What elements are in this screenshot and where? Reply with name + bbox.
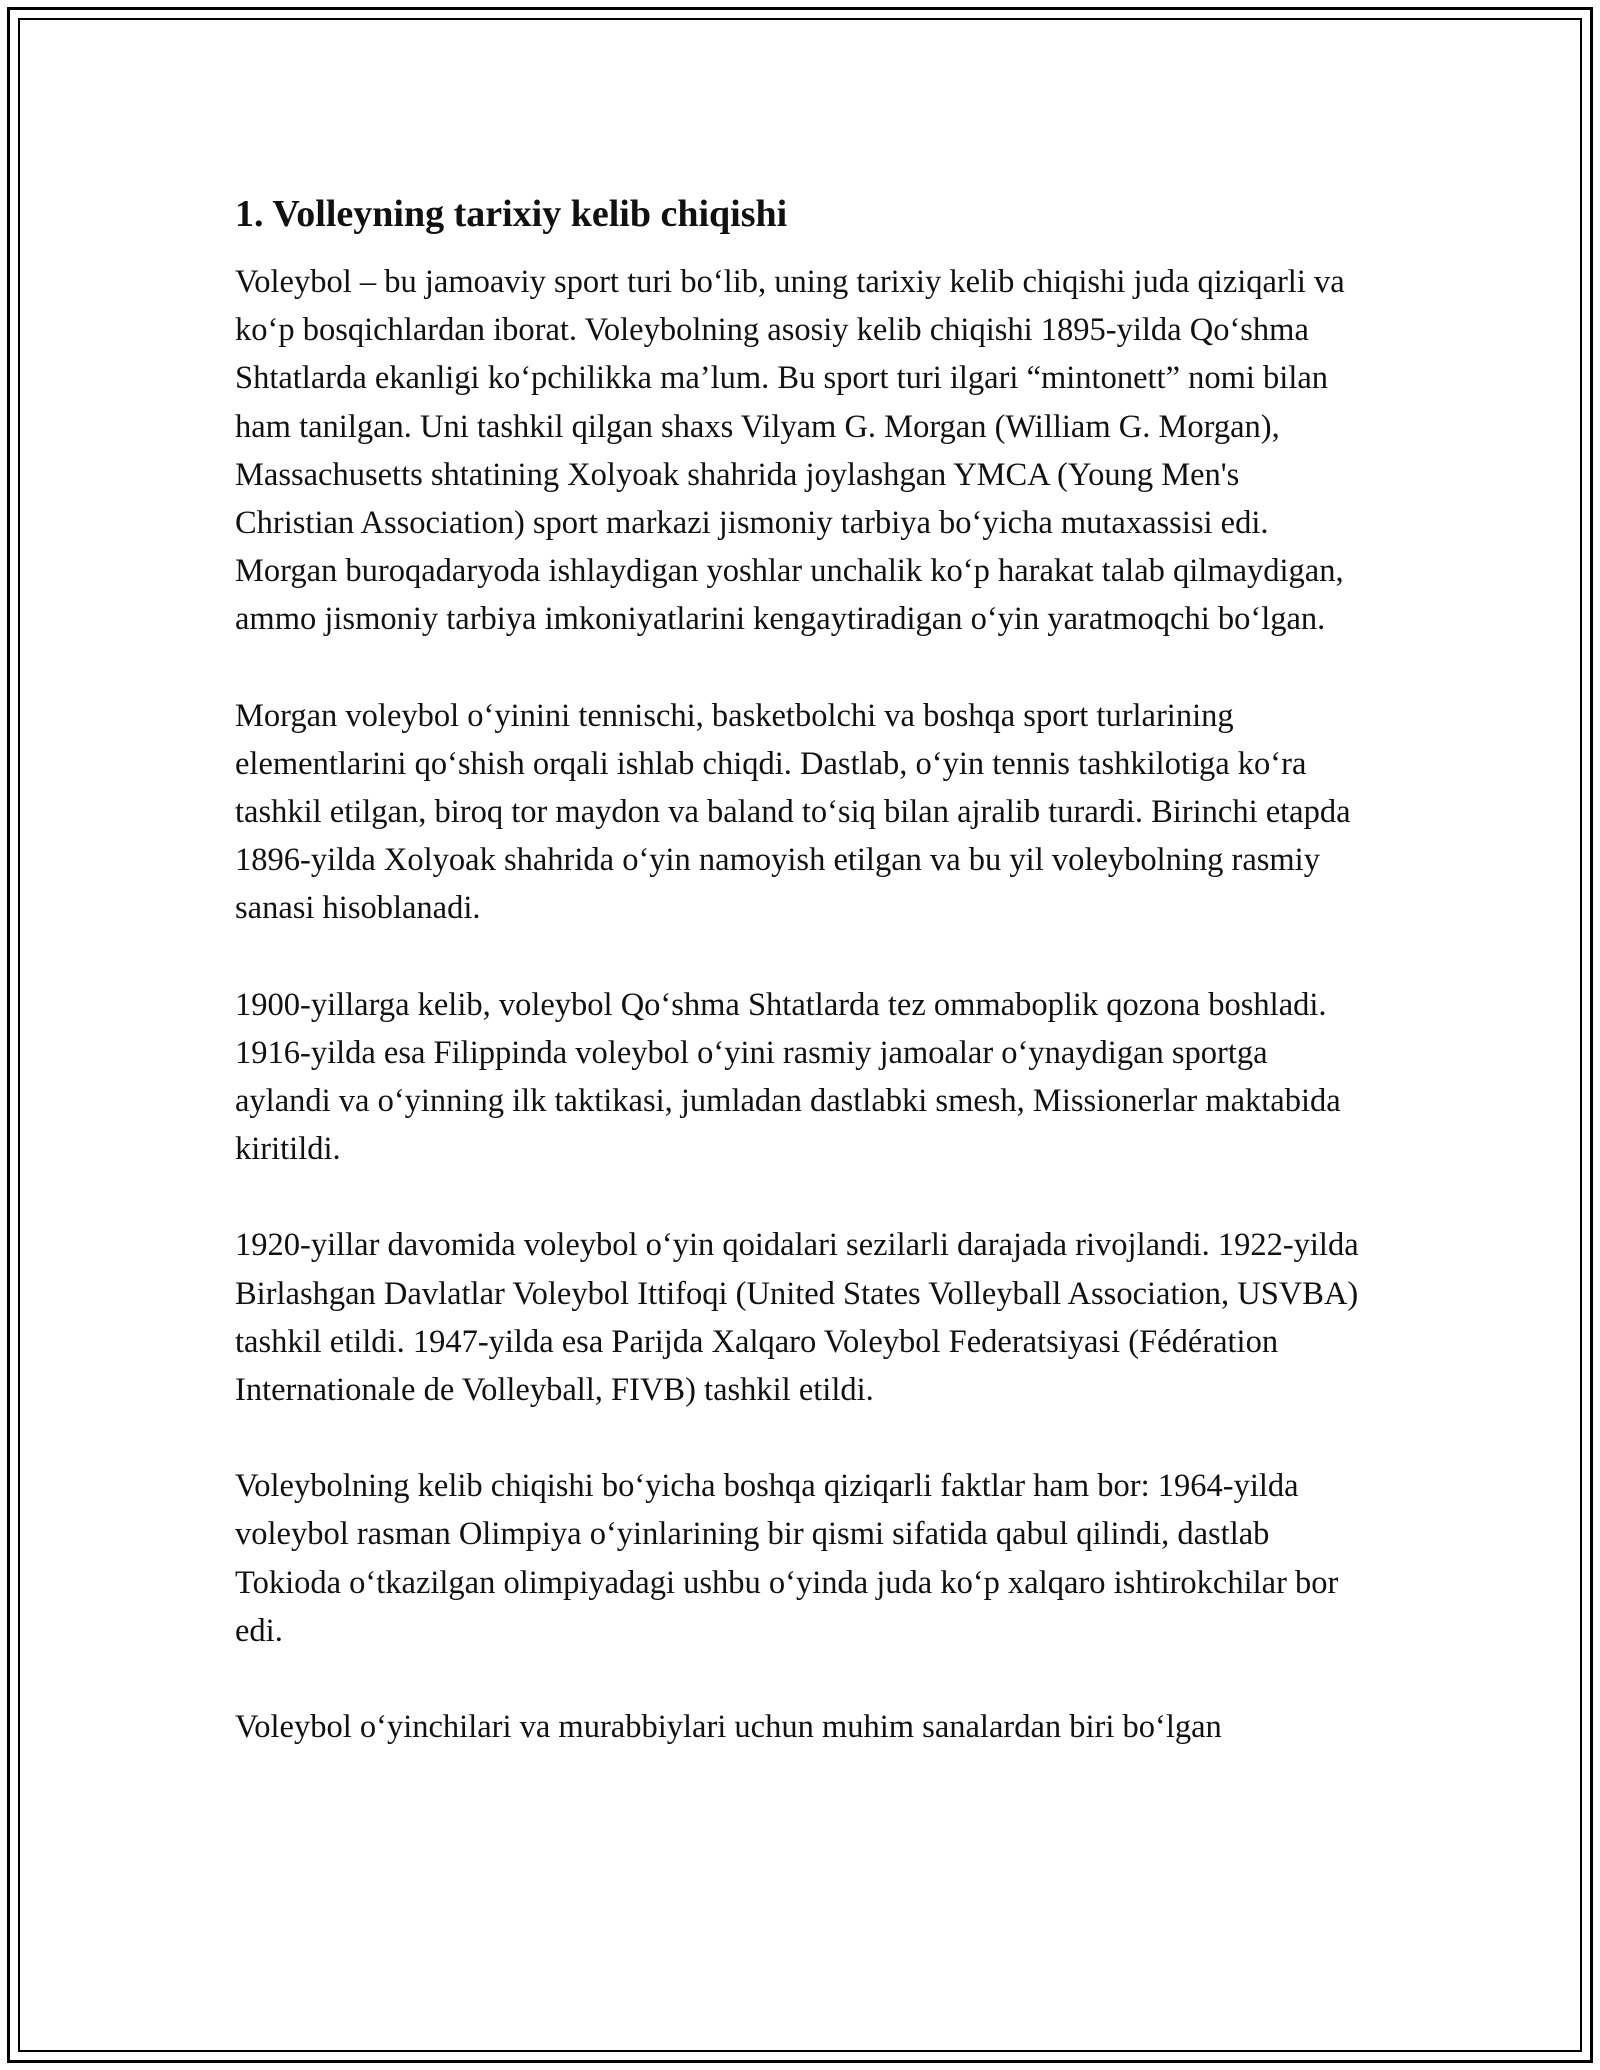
document-body [235,190,1365,1799]
paragraph-continued: Voleybol o‘yinchilari va murabbiylari uchun muhim sanalardan biri bo‘lgan [235,1709,1222,1746]
section-heading: 1. Volleyning tarixiy kelib chiqishi [235,193,788,235]
paragraph-1920s: 1920-yillar davomida voleybol o‘yin qoidalari sezilarli darajada rivojlandi. 1922-yilda Birlashgan Davlatlar Voleybol Ittifoqi (United States Volleyball Association, USVBA) tashkil etildi. 1947-yilda esa Parijda Xalqaro Voleybol Federatsiyasi (Fédération Internationale de Volleyball, FIVB) tashkil etildi. [235,1227,1359,1409]
paragraph-olympics: Voleybolning kelib chiqishi bo‘yicha boshqa qiziqarli faktlar ham bor: 1964-yilda voleybol rasman Olimpiya o‘yinlarining bir qismi sifatida qabul qilindi, dastlab Tokioda o‘tkazilgan olimpiyadagi ushbu o‘yinda juda ko‘p xalqaro ishtirokchilar bor edi. [235,1468,1339,1649]
paragraph-origin: Voleybol – bu jamoaviy sport turi bo‘lib, uning tarixiy kelib chiqishi juda qiziqarli va ko‘p bosqichlardan iborat. Voleybolning asosiy kelib chiqishi 1895-yilda Qo‘shma Shtatlarda ekanligi ko‘pchilikka ma’lum. Bu sport turi ilgari “mintonett” nomi bilan ham tanilgan. Uni tashkil qilgan shaxs Vilyam G. Morgan (William G. Morgan), Massachusetts shtatining Xolyoak shahrida joylashgan YMCA (Young Men's Christian Association) sport markazi jismoniy tarbiya bo‘yicha mutaxassisi edi. Morgan buroqadaryoda ishlaydigan yoshlar unchalik ko‘p harakat talab qilmaydigan, ammo jismoniy tarbiya imkoniyatlarini kengaytiradigan o‘yin yaratmoqchi bo‘lgan. [235,264,1345,638]
paragraph-1900s: 1900-yillarga kelib, voleybol Qo‘shma Shtatlarda tez ommaboplik qozona boshladi. 1916-yilda esa Filippinda voleybol o‘yini rasmiy jamoalar o‘ynaydigan sportga aylandi va o‘yinning ilk taktikasi, jumladan dastlabki smesh, Missionerlar maktabida kiritildi. [235,986,1341,1168]
paragraph-development: Morgan voleybol o‘yinini tennischi, basketbolchi va boshqa sport turlarining elementlarini qo‘shish orqali ishlab chiqdi. Dastlab, o‘yin tennis tashkilotiga ko‘ra tashkil etilgan, biroq tor maydon va baland to‘siq bilan ajralib turardi. Birinchi etapda 1896-yilda Xolyoak shahrida o‘yin namoyish etilgan va bu yil voleybolning rasmiy sanasi hisoblanadi. [235,697,1351,927]
